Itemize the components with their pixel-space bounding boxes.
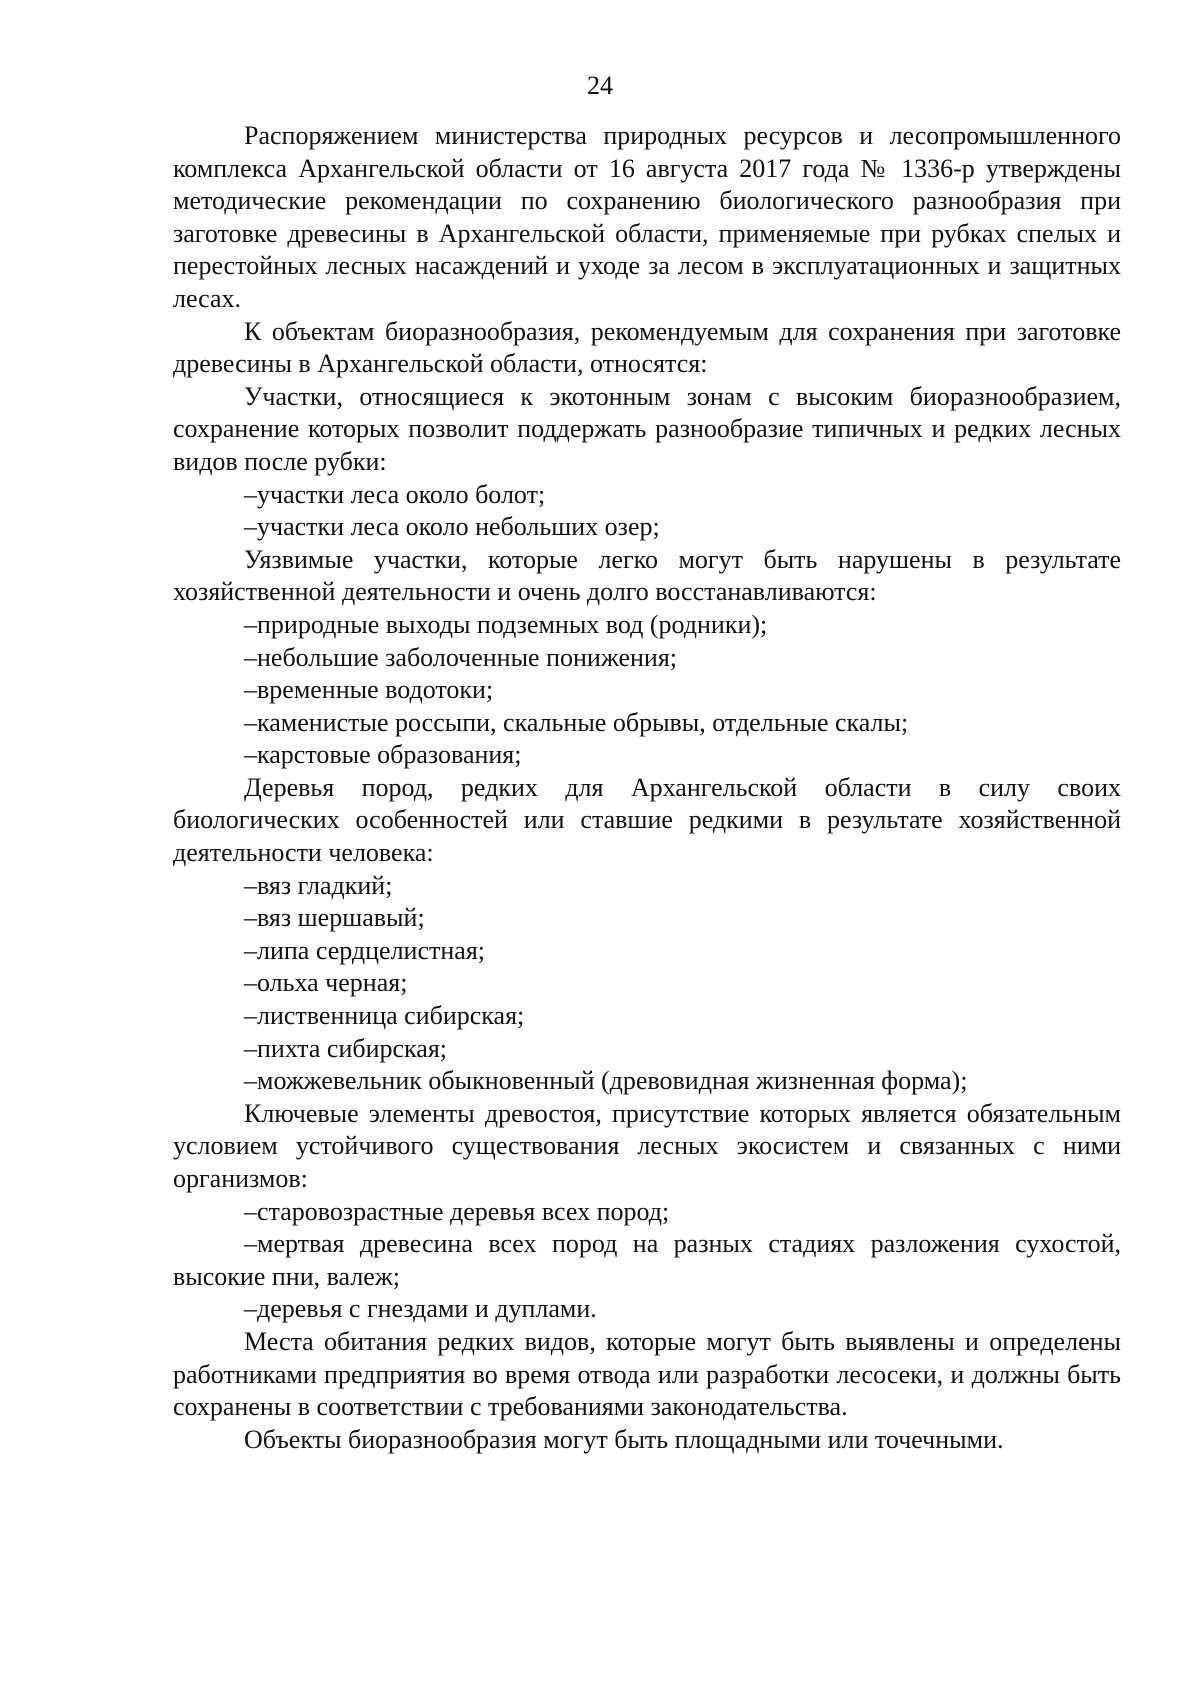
paragraph-biodiversity-objects-intro: К объектам биоразнообразия, рекомендуемым для сохранения при заготовке древесины в Архангельской области, относятся: [173,316,1121,379]
list-item: –участки леса около болот; [244,479,546,509]
page-number: 24 [587,71,613,100]
paragraph-order-reference: Распоряжением министерства природных ресурсов и лесопромышленного комплекса Архангельской области от 16 августа 2017 года № 1336-р утверждены методические рекомендации по сохранению биологического разнообразия при заготовке древесины в Архангельской области, применяемые при рубках спелых и перестойных лесных насаждений и уходе за лесом в эксплуатационных и защитных лесах. [173,121,1121,313]
list-item: –ольха черная; [244,968,408,998]
list-item: –карстовые образования; [244,740,522,770]
paragraph-key-stand-elements: Ключевые элементы древостоя, присутствие которых является обязательным условием устойчивого существования лесных экосистем и связанных с ними организмов: [173,1098,1121,1193]
list-item: –вяз гладкий; [244,870,393,900]
paragraph-ecotone-areas: Участки, относящиеся к экотонным зонам с высоким биоразнообразием, сохранение которых позволит поддержать разнообразие типичных и редких лесных видов после рубки: [173,381,1121,476]
list-item: –лиственница сибирская; [244,1001,525,1031]
document-body [173,120,1121,1456]
list-item: –деревья с гнездами и дуплами. [244,1294,597,1324]
list-item: –каменистые россыпи, скальные обрывы, отдельные скалы; [244,707,909,737]
paragraph-rare-species-habitats: Места обитания редких видов, которые могут быть выявлены и определены работниками предприятия во время отвода или разработки лесосеки, и должны быть сохранены в соответствии с требованиями законодательства. [173,1326,1121,1422]
list-item: –временные водотоки; [244,675,494,705]
paragraph-vulnerable-areas: Уязвимые участки, которые легко могут быть нарушены в результате хозяйственной деятельности и очень долго восстанавливаются: [173,544,1121,607]
list-item: –природные выходы подземных вод (родники); [244,609,768,639]
paragraph-rare-tree-species: Деревья пород, редких для Архангельской области в силу своих биологических особенностей или ставшие редкими в результате хозяйственной деятельности человека: [173,772,1121,868]
list-item: –небольшие заболоченные понижения; [244,642,678,672]
list-item: –участки леса около небольших озер; [244,512,660,542]
list-item: –пихта сибирская; [244,1033,447,1063]
list-item: –старовозрастные деревья всех пород; [244,1196,670,1226]
list-item: –липа сердцелистная; [244,935,486,965]
list-item: –вяз шершавый; [244,903,425,933]
list-item: –мертвая древесина всех пород на разных стадиях разложения сухостой, высокие пни, валеж; [173,1229,1121,1291]
paragraph-object-types: Объекты биоразнообразия могут быть площадными или точечными. [244,1424,1004,1454]
list-item: –можжевельник обыкновенный (древовидная жизненная форма); [244,1066,968,1096]
